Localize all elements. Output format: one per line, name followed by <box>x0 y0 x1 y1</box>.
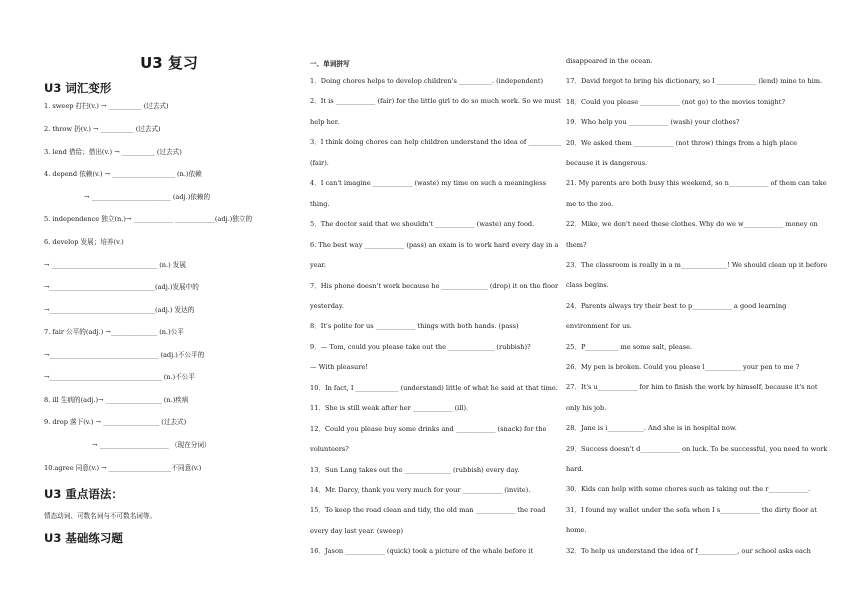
text-line: 9．— Tom, could you please take out the ______________ (rubbish)? <box>310 342 531 351</box>
text-line: 31．I found my wallet under the sofa when I s____________ the dirty floor at <box>566 505 817 514</box>
text-line: 4．I can't imagine ____________ (waste) my time on such a meaningless <box>310 179 546 188</box>
text-line: 11．She is still weak after her ____________ (ill). <box>310 404 469 413</box>
vocab-line: 6. develop 发展；培养(v.) <box>44 238 124 246</box>
practice-heading: U3 基础练习题 <box>44 531 123 545</box>
vocab-line: →__________________________________ (n.)不公平 <box>44 373 195 381</box>
text-line: help her. <box>310 117 340 126</box>
text-line: 26．My pen is broken. Could you please l___________ your pen to me ? <box>566 363 800 371</box>
text-line: thing. <box>310 199 330 208</box>
vocab-heading: U3 词汇变形 <box>44 81 112 95</box>
page-title: U3 复习 <box>140 54 198 72</box>
text-line: 13．Sun Lang takes out the ______________ (rubbish) every day. <box>310 465 520 474</box>
text-line: — With pleasure! <box>310 363 368 372</box>
text-line: disappeared in the ocean. <box>566 57 653 65</box>
vocab-line: 2. throw 扔(v.) → __________ (过去式) <box>44 125 161 133</box>
vocab-line: 5. independence 独立(n.)→ ____________ ____________(adj.)独立的 <box>44 215 253 223</box>
text-line: them? <box>566 240 587 249</box>
vocab-line: 3. lend 借给；借出(v.) → __________ (过去式) <box>44 148 182 156</box>
text-line: 21. My parents are both busy this weekend, so n____________ of them can take <box>566 179 827 188</box>
text-line: 19．Who help you ____________ (wash) your clothes? <box>566 118 740 127</box>
text-line: 18．Could you please ____________ (not go) to the movies tonight? <box>566 97 785 106</box>
text-line: 16．Jason ____________ (quick) took a picture of the whale before it <box>310 547 533 556</box>
text-line: 2．It is ____________ (fair) for the little girl to do so much work. So we must <box>310 97 561 106</box>
vocab-line: → ________________________ (adj.)依赖的 <box>84 193 211 201</box>
vocab-line: →________________________________(adj.) 发达的 <box>44 306 195 314</box>
grammar-heading: U3 重点语法： <box>44 487 123 501</box>
left-column <box>44 0 274 608</box>
vocab-line: →_________________________________ (adj.)不公平的 <box>44 351 205 359</box>
text-line: 15．To keep the road clean and tidy, the old man ____________ the road <box>310 506 546 515</box>
vocab-line: 8. ill 生病的(adj.)→ _________________ (n.)疾病 <box>44 396 189 404</box>
text-line: year. <box>310 261 327 270</box>
text-line: yesterday. <box>310 301 344 310</box>
vocab-line: 9. drop 落下(v.) → _________________ (过去式) <box>44 418 187 426</box>
text-line: only his job. <box>566 403 607 412</box>
text-line: (fair). <box>310 158 329 167</box>
vocab-line: → _____________________ （现在分词） <box>92 441 211 449</box>
text-line: because it is dangerous. <box>566 159 648 167</box>
text-line: 24．Parents always try their best to p____________ a good learning <box>566 301 787 310</box>
text-line: 1．Doing chores helps to develop children's __________. (independent) <box>310 77 544 85</box>
text-line: 14．Mr. Darcy, thank you very much for your ____________ (invite). <box>310 486 531 494</box>
vocab-line: 1. sweep 打扫(v.) → __________ (过去式) <box>44 102 169 110</box>
text-line: 25．P__________ me some salt, please. <box>566 342 693 351</box>
text-line: 10．In fact, I _____________ (understand) little of what he said at that time. <box>310 383 558 392</box>
text-line: environment for us. <box>566 322 632 331</box>
text-line: 30．Kids can help with some chores such as taking out the r____________. <box>566 485 811 494</box>
text-line: 20．We asked them ____________ (not throw) things from a high place <box>566 138 798 147</box>
text-line: 17．David forgot to bring his dictionary, so I ____________ (lend) mine to him. <box>566 77 823 86</box>
text-line: every day last year. (sweep) <box>310 526 404 535</box>
grammar-note: 情态动词、可数名词与不可数名词等。 <box>44 512 157 520</box>
vocab-line: →________________________________(adj.)发展中的 <box>44 283 199 291</box>
text-line: 32．To help us understand the idea of f____________, our school asks each <box>566 546 811 555</box>
text-line: 7．His phone doesn't work because he ______________ (drop) it on the floor <box>310 281 559 290</box>
text-line: 28．Jane is i___________. And she is in hospital now. <box>566 424 737 433</box>
text-line: 22．Mike, we don't need these clothes. Why do we w____________ money on <box>566 220 818 229</box>
vocab-line: 4. depend 依赖(v.) → ___________________ (n.)依赖 <box>44 170 202 178</box>
text-line: 23．The classroom is really in a m______________! We should clean up it before <box>566 261 828 269</box>
vocab-line: 10.agree 同意(v.) → ___________________不同意(v.) <box>44 464 202 472</box>
text-line: volunteers? <box>310 445 349 454</box>
text-line: 3．I think doing chores can help children understand the idea of __________ <box>310 138 562 147</box>
text-line: hard. <box>566 465 584 473</box>
text-line: home. <box>566 526 587 535</box>
vocab-line: → ________________________________ (n.) 发展 <box>44 261 186 269</box>
text-line: 27．It's u____________ for him to finish the work by himself, because it's not <box>566 383 818 392</box>
middle-column <box>310 0 562 608</box>
section-label: 一、单词拼写 <box>310 60 350 68</box>
text-line: 12．Could you please buy some drinks and ____________ (snack) for the <box>310 424 547 433</box>
right-column <box>566 0 836 608</box>
text-line: 8．It's polite for us ____________ things with both hands. (pass) <box>310 322 519 331</box>
vocab-line: 7. fair 公平的(adj.) →______________ (n.)公平 <box>44 328 184 336</box>
text-line: class begins. <box>566 281 609 290</box>
text-line: 5．The doctor said that we shouldn't ____________ (waste) any food. <box>310 220 535 229</box>
text-line: 29．Success doesn't d____________ on luck. To be successful, you need to work <box>566 444 828 453</box>
text-line: me to the zoo. <box>566 199 614 208</box>
text-line: 6. The best way ____________ (pass) an exam is to work hard every day in a <box>310 240 559 249</box>
